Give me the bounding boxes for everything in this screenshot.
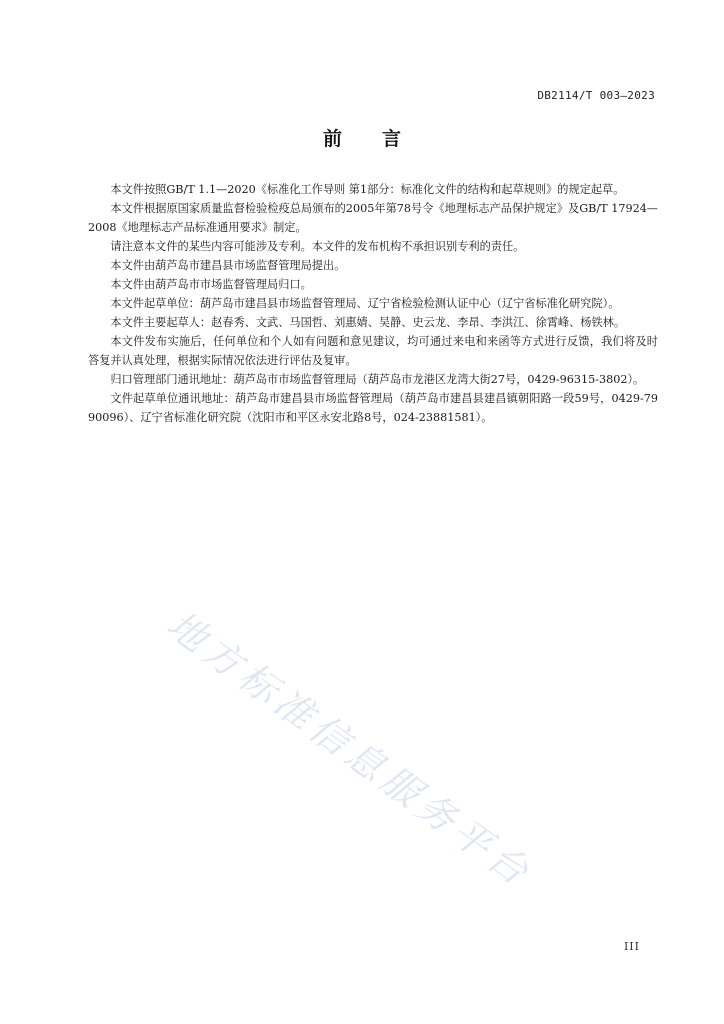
paragraph: 本文件按照GB/T 1.1—2020《标准化工作导则 第1部分：标准化文件的结构和起草规则》的规定起草。: [110, 183, 625, 196]
document-code: DB2114/T 003—2023: [537, 89, 655, 102]
paragraph: 本文件由葫芦岛市市场监督管理局归口。: [110, 278, 312, 291]
foreword-body: [88, 180, 658, 427]
paragraph: 本文件起草单位：葫芦岛市建昌县市场监督管理局、辽宁省检验检测认证中心（辽宁省标准化研究院）。: [110, 297, 620, 310]
page-number: III: [623, 940, 640, 953]
paragraph: 归口管理部门通讯地址：葫芦岛市市场监督管理局（葫芦岛市龙港区龙湾大街27号，0429-96315-3802）。: [110, 373, 645, 386]
watermark: 地方标准信息服务平台: [158, 602, 541, 897]
paragraph: 本文件由葫芦岛市建昌县市场监督管理局提出。: [110, 259, 346, 272]
paragraph: 本文件主要起草人：赵春秀、文武、马国哲、刘惠婧、吴静、史云龙、李昂、李洪江、徐霄峰、杨铁林。: [110, 316, 626, 329]
paragraph: 文件起草单位通讯地址：葫芦岛市建昌县市场监督管理局（葫芦岛市建昌县建昌镇朝阳路一段59号，0429-7990096）、辽宁省标准化研究院（沈阳市和平区永安北路8号，024-23881581）。: [88, 392, 658, 424]
paragraph: 本文件发布实施后，任何单位和个人如有问题和意见建议，均可通过来电和来函等方式进行反馈，我们将及时答复并认真处理，根据实际情况依法进行评估及复审。: [88, 335, 658, 367]
paragraph: 请注意本文件的某些内容可能涉及专利。本文件的发布机构不承担识别专利的责任。: [110, 240, 525, 253]
page-title: 前言: [322, 128, 441, 150]
paragraph: 本文件根据原国家质量监督检验检疫总局颁布的2005年第78号令《地理标志产品保护规定》及GB/T 17924—2008《地理标志产品标准通用要求》制定。: [88, 202, 658, 234]
